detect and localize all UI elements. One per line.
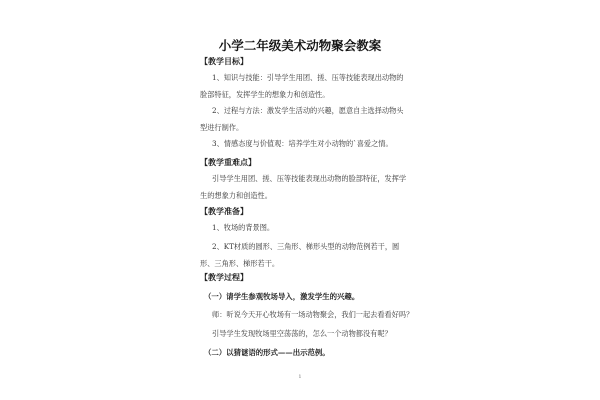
goal-item-3: 3、情感态度与价值观：培养学生对小动物的`喜爱之情。 <box>212 139 393 148</box>
key-points-text: 引导学生用团、搓、压等技能表现出动物的脸部特征，发挥学生的想象力和创造性。 <box>200 174 407 200</box>
heading-key-points: 【教学重难点】 <box>200 157 256 167</box>
process-step-2-title: （二）以猜谜语的形式——出示范例。 <box>204 348 330 357</box>
document-title: 小学二年级美术动物聚会教案 <box>218 38 382 53</box>
page-number: 1 <box>298 374 302 380</box>
process-step-1-title: （一）请学生参观牧场导入，激发学生的兴趣。 <box>204 292 360 301</box>
heading-process: 【教学过程】 <box>200 272 248 282</box>
heading-teaching-goals: 【教学目标】 <box>200 56 248 66</box>
preparation-item-1: 1、牧场的背景图。 <box>212 223 275 232</box>
preparation-item-2: 2、KT材质的圆形、三角形、梯形头型的动物范例若干，圆形、三角形、梯形若干。 <box>200 242 400 268</box>
heading-preparation: 【教学准备】 <box>200 206 248 216</box>
goal-item-1: 1、知识与技能：引导学生用团、搓、压等技能表现出动物的脸部特征，发挥学生的想象力和创造性。 <box>200 73 404 99</box>
process-step-1-line-2: 引导学生发现牧场里空荡荡的，怎么一个动物都没有呢？ <box>212 329 392 338</box>
goal-item-2: 2、过程与方法：激发学生活动的兴趣，愿意自主选择动物头型进行制作。 <box>200 106 404 132</box>
process-step-1-line-1: 师：听说今天开心牧场有一场动物聚会，我们一起去看看好吗？ <box>212 310 414 319</box>
